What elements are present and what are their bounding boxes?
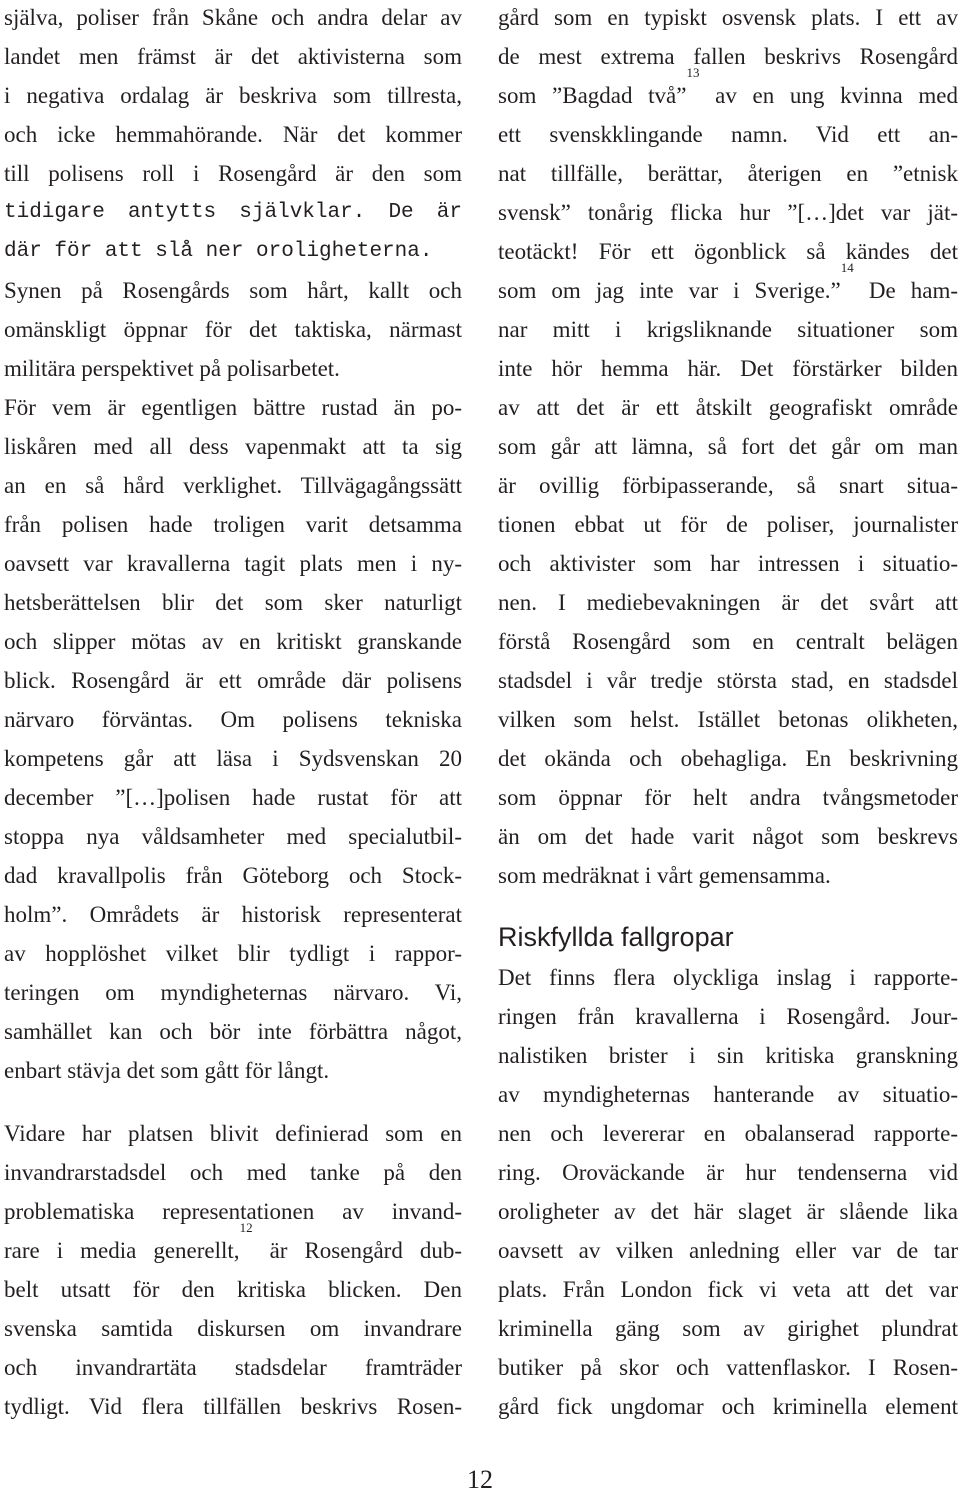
text-line: landet men främst är det aktivisterna som: [4, 44, 462, 69]
text-line: blick. Rosengård är ett område där polisens: [4, 668, 462, 693]
page-number: 12: [467, 1465, 493, 1494]
text-line: som går att lämna, så fort det går om man: [498, 434, 958, 459]
text-line: nat tillfälle, berättar, återigen en ”etnisk: [498, 161, 958, 186]
text-line: [498, 65, 958, 115]
text-line: tidigare antytts självklar. De är: [4, 201, 462, 224]
text-line: ett svenskklingande namn. Vid ett an-: [498, 122, 958, 147]
text-line: Vidare har platsen blivit definierad som en: [4, 1121, 462, 1146]
text-line: till polisens roll i Rosengård är den som: [4, 161, 462, 186]
text-segment: av en ung kvinna med: [699, 83, 958, 108]
text-line: de mest extrema fallen beskrivs Rosengård: [498, 44, 958, 69]
text-line: nar mitt i krigsliknande situationer som: [498, 317, 958, 342]
text-line: butiker på skor och vattenflaskor. I Rosen-: [498, 1355, 958, 1380]
text-line: och slipper mötas av en kritiskt granskande: [4, 629, 462, 654]
text-line: liskåren med all dess vapenmakt att ta sig: [4, 434, 462, 459]
text-line: oroligheter av det här slaget är slående lika: [498, 1199, 958, 1224]
text-line: december ”[…]polisen hade rustat för att: [4, 785, 462, 810]
text-line: samhället kan och bör inte förbättra något,: [4, 1019, 462, 1044]
text-line: stoppa nya våldsamheter med specialutbil-: [4, 824, 462, 849]
text-line: nalistiken brister i sin kritiska granskning: [498, 1043, 958, 1068]
text-line: än om det hade varit något som beskrevs: [498, 824, 958, 849]
text-line: av myndigheternas hanterande av situatio-: [498, 1082, 958, 1107]
text-line: oavsett av vilken anledning eller var de tar: [498, 1238, 958, 1263]
text-line: svensk” tonårig flicka hur ”[…]det var jät-: [498, 200, 958, 225]
text-line: i negativa ordalag är beskriva som tillresta,: [4, 83, 462, 108]
text-line: hetsberättelsen blir det som sker naturligt: [4, 590, 462, 615]
text-segment: De ham-: [853, 278, 958, 303]
text-line: är ovillig förbipasserande, så snart situa-: [498, 473, 958, 498]
text-line: där för att slå ner oroligheterna.: [4, 240, 433, 263]
text-line: tydligt. Vid flera tillfällen beskrivs Rosen-: [4, 1394, 462, 1419]
text-line: närvaro förväntas. Om polisens tekniska: [4, 707, 462, 732]
text-line: militära perspektivet på polisarbetet.: [4, 356, 340, 381]
text-line: gård fick ungdomar och kriminella element: [498, 1394, 958, 1419]
text-segment: som ”Bagdad två”: [498, 83, 687, 108]
text-line: svenska samtida diskursen om invandrare: [4, 1316, 462, 1341]
text-line: kriminella gäng som av girighet plundrat: [498, 1316, 958, 1341]
text-line: det okända och obehagliga. En beskrivning: [498, 746, 958, 771]
text-line: problematiska representationen av invand-: [4, 1199, 462, 1224]
text-line: an en så hård verklighet. Tillvägagångssätt: [4, 473, 462, 498]
text-line: För vem är egentligen bättre rustad än po-: [4, 395, 462, 420]
text-line: och icke hemmahörande. När det kommer: [4, 122, 462, 147]
text-line: teotäckt! För ett ögonblick så kändes det: [498, 239, 958, 264]
text-segment: rare i media generellt,: [4, 1238, 240, 1263]
text-line: teringen om myndigheternas närvaro. Vi,: [4, 980, 462, 1005]
text-line: enbart stävja det som gått för långt.: [4, 1058, 330, 1083]
text-line: omänskligt öppnar för det taktiska, närmast: [4, 317, 462, 342]
text-line: dad kravallpolis från Göteborg och Stock-: [4, 863, 462, 888]
text-line: invandrarstadsdel och med tanke på den: [4, 1160, 462, 1185]
text-line: som medräknat i vårt gemensamma.: [498, 863, 831, 888]
text-line: nen och levererar en obalanserad rapporte-: [498, 1121, 958, 1146]
text-line: [4, 1220, 462, 1270]
text-line: vilken som helst. Istället betonas olikheten,: [498, 707, 958, 732]
text-line: Synen på Rosengårds som hårt, kallt och: [4, 278, 462, 303]
footnote-ref: 12: [239, 1220, 253, 1235]
footnote-ref: 13: [686, 65, 700, 80]
text-line: och aktivister som har intressen i situatio-: [498, 551, 958, 576]
text-line: tionen ebbat ut för de poliser, journalister: [498, 512, 958, 537]
text-line: nen. I mediebevakningen är det svårt att: [498, 590, 958, 615]
text-line: som öppnar för helt andra tvångsmetoder: [498, 785, 958, 810]
text-line: ringen från kravallerna i Rosengård. Jour-: [498, 1004, 958, 1029]
text-line: själva, poliser från Skåne och andra delar av: [4, 5, 462, 30]
text-line: plats. Från London fick vi veta att det var: [498, 1277, 958, 1302]
text-line: av hopplöshet vilket blir tydligt i rappor-: [4, 941, 462, 966]
text-segment: är Rosengård dub-: [252, 1238, 462, 1263]
text-line: och invandrartäta stadsdelar framträder: [4, 1355, 462, 1380]
text-line: av att det är ett åtskilt geografiskt område: [498, 395, 958, 420]
text-line: gård som en typiskt osvensk plats. I ett av: [498, 5, 958, 30]
footnote-ref: 14: [840, 260, 854, 275]
text-line: förstå Rosengård som en centralt belägen: [498, 629, 958, 654]
section-heading: Riskfyllda fallgropar: [498, 922, 734, 952]
text-line: stadsdel i vår tredje största stad, en stadsdel: [498, 668, 958, 693]
text-line: från polisen hade troligen varit detsamma: [4, 512, 462, 537]
text-segment: som om jag inte var i Sverige.”: [498, 278, 841, 303]
text-line: inte hör hemma här. Det förstärker bilden: [498, 356, 958, 381]
text-line: Det finns flera olyckliga inslag i rapporte-: [498, 965, 958, 990]
text-line: holm”. Områdets är historisk representerat: [4, 902, 462, 927]
text-line: ring. Oroväckande är hur tendenserna vid: [498, 1160, 958, 1185]
text-line: oavsett var kravallerna tagit plats men i ny-: [4, 551, 462, 576]
text-line: kompetens går att läsa i Sydsvenskan 20: [4, 746, 462, 771]
text-line: belt utsatt för den kritiska blicken. Den: [4, 1277, 462, 1302]
text-line: [498, 260, 958, 310]
